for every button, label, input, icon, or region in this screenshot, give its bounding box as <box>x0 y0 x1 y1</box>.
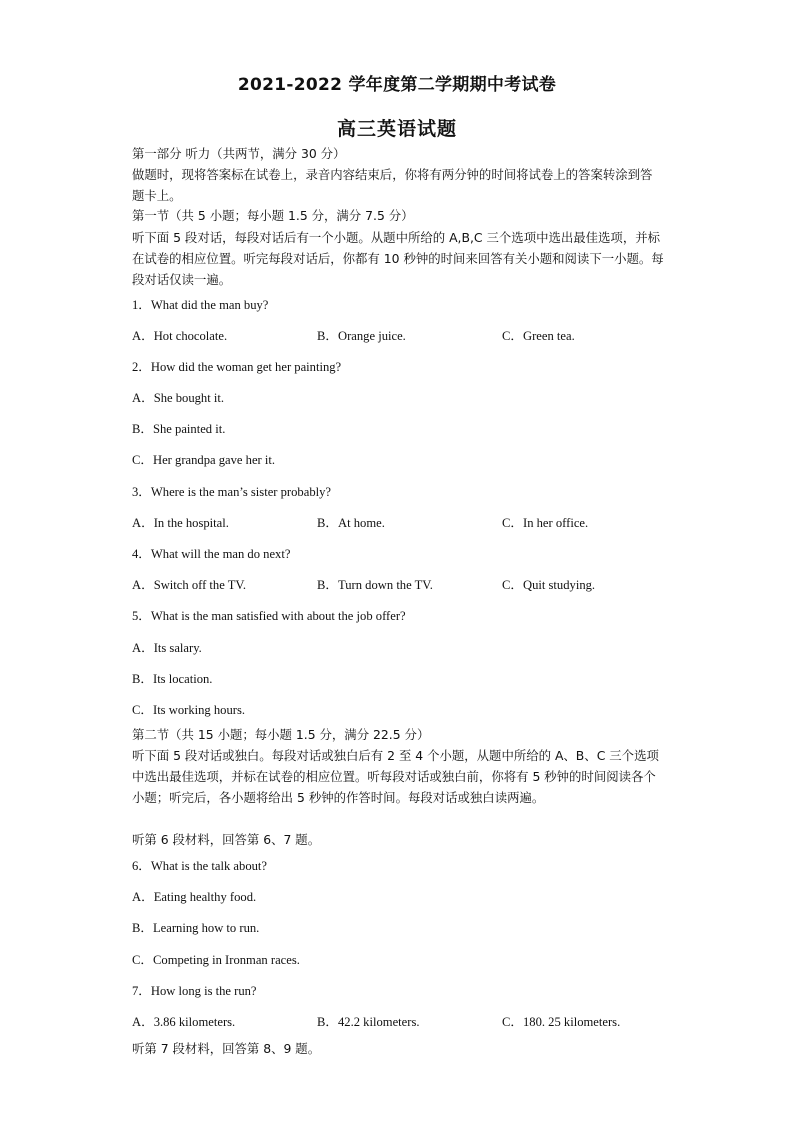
question-4-option-c: C．Quit studying. <box>502 578 596 592</box>
exam-subtitle: 高三英语试题 <box>336 118 457 140</box>
question-1-option-b: B．Orange juice. <box>317 329 406 343</box>
question-1-option-a: A．Hot chocolate. <box>132 329 228 343</box>
question-2-option-a: A．She bought it. <box>132 391 225 405</box>
question-6-option-a: A．Eating healthy food. <box>132 890 257 904</box>
question-3-option-a: A．In the hospital. <box>132 516 229 530</box>
section1-instruction: 听下面 5 段对话，每段对话后有一个小题。从题中所给的 A,B,C 三个选项中选出最佳选项，并标在试卷的相应位置。听完每段对话后，你都有 10 秒钟的时间来回答有关小题和阅读下一小题。每段对话仅读一遍。 <box>132 230 664 287</box>
question-5-option-a: A．Its salary. <box>132 641 202 655</box>
question-3-stem: 3．Where is the man’s sister probably? <box>132 485 331 499</box>
question-6-stem: 6．What is the talk about? <box>132 859 267 873</box>
question-4-stem: 4．What will the man do next? <box>132 547 291 561</box>
question-2-option-b: B．She painted it. <box>132 422 226 436</box>
question-5-stem: 5．What is the man satisfied with about the job offer? <box>132 609 406 623</box>
part1-instruction: 做题时，现将答案标在试卷上，录音内容结束后，你将有两分钟的时间将试卷上的答案转涂到答题卡上。 <box>132 167 653 203</box>
material-6-heading: 听第 6 段材料，回答第 6、7 题。 <box>132 832 321 847</box>
section2-instruction: 听下面 5 段对话或独白。每段对话或独白后有 2 至 4 个小题，从题中所给的 A、B、C 三个选项中选出最佳选项，并标在试卷的相应位置。听每段对话或独白前，你将有 5 秒钟的时间阅读各个小题；听完后，各小题将给出 5 秒钟的作答时间。每段对话或独白读两遍。 <box>132 748 659 805</box>
part1-heading: 第一部分 听力（共两节，满分 30 分） <box>132 146 346 161</box>
exam-title: 2021-2022 学年度第二学期期中考试卷 <box>237 75 557 95</box>
question-7-option-c: C．180. 25 kilometers. <box>502 1015 621 1029</box>
question-7-stem: 7．How long is the run? <box>132 984 257 998</box>
question-3-option-b: B．At home. <box>317 516 385 530</box>
section1-heading: 第一节（共 5 小题；每小题 1.5 分，满分 7.5 分） <box>132 208 414 223</box>
question-1-option-c: C．Green tea. <box>502 329 575 343</box>
question-5-option-b: B．Its location. <box>132 672 213 686</box>
question-2-stem: 2．How did the woman get her painting? <box>132 360 342 374</box>
section2-heading: 第二节（共 15 小题；每小题 1.5 分，满分 22.5 分） <box>132 727 430 742</box>
question-2-option-c: C．Her grandpa gave her it. <box>132 453 276 467</box>
question-3-option-c: C．In her office. <box>502 516 589 530</box>
question-4-option-a: A．Switch off the TV. <box>132 578 247 592</box>
question-7-option-b: B．42.2 kilometers. <box>317 1015 420 1029</box>
question-5-option-c: C．Its working hours. <box>132 703 245 717</box>
question-4-option-b: B．Turn down the TV. <box>317 578 433 592</box>
question-7-option-a: A．3.86 kilometers. <box>132 1015 236 1029</box>
question-6-option-c: C．Competing in Ironman races. <box>132 953 300 967</box>
question-1-stem: 1．What did the man buy? <box>132 298 269 312</box>
question-6-option-b: B．Learning how to run. <box>132 921 260 935</box>
material-7-heading: 听第 7 段材料，回答第 8、9 题。 <box>132 1041 321 1056</box>
